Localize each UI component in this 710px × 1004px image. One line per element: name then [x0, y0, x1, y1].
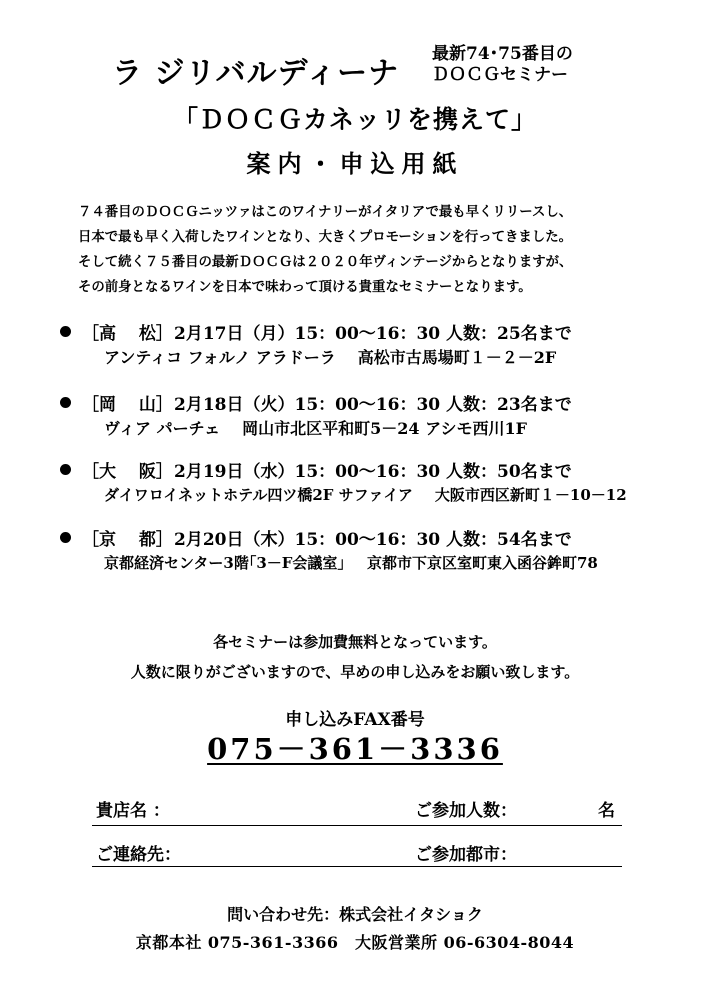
intro-line: そして続く７５番目の最新ＤＯＣＧは２０２０年ヴィンテージからとなりますが、 — [78, 254, 573, 270]
notes-line: 人数に限りがございますので、早めの申し込みをお願い致します。 — [130, 663, 580, 681]
participant-count-label: ご参加人数： — [415, 801, 517, 821]
event-title-side-line2: ＤＯＣＧセミナー — [432, 65, 568, 85]
inquiry-phones: 京都本社 075-361-3366 大阪営業所 06-6304-8044 — [135, 933, 575, 952]
session-schedule: 2月19日（水）15：00～16：30 人数：50名まで — [174, 461, 572, 482]
session-city: ［岡 山］ — [82, 394, 173, 415]
shop-name-label: 貴店名 ： — [96, 801, 170, 821]
event-title-side — [432, 44, 573, 86]
bullet-icon — [60, 532, 71, 543]
participant-count-unit: 名 — [598, 801, 615, 821]
session-venue: ダイワロイネットホテル四ツ橋2F サファイア — [104, 485, 413, 504]
session-city: ［京 都］ — [82, 529, 173, 550]
participant-city-label: ご参加都市： — [415, 845, 517, 865]
notes-line: 各セミナーは参加費無料となっています。 — [213, 633, 497, 651]
event-title-side-line1: 最新74･75番目の — [432, 44, 573, 64]
session-takamatsu — [58, 318, 698, 368]
session-address: 大阪市西区新町１－10－12 — [434, 485, 627, 504]
session-kyoto — [58, 524, 698, 574]
form-title: 案内・申込用紙 — [246, 149, 464, 178]
session-schedule: 2月20日（木）15：00～16：30 人数：54名まで — [174, 529, 572, 550]
session-schedule: 2月18日（火）15：00～16：30 人数：23名まで — [174, 394, 572, 415]
session-osaka — [58, 456, 698, 506]
event-subtitle: 「ＤＯＣＧカネッリを携えて」 — [172, 105, 537, 134]
session-venue: 京都経済センター3階｢3－F会議室｣ — [104, 553, 345, 572]
contact-field-label: ご連絡先： — [96, 845, 181, 865]
bullet-icon — [60, 397, 71, 408]
fax-number-block — [0, 727, 710, 768]
session-city: ［大 阪］ — [82, 461, 173, 482]
event-title: ラ ジリバルディーナ — [112, 56, 400, 91]
session-address: 高松市古馬場町１－２－2F — [357, 347, 557, 367]
form-rule — [92, 866, 622, 867]
session-venue: アンティコ フォルノ アラドーラ — [104, 347, 336, 367]
intro-line: 日本で最も早く入荷したワインとなり、大きくプロモーションを行ってきました。 — [78, 229, 572, 245]
bullet-icon — [60, 326, 71, 337]
intro-line: その前身となるワインを日本で味わって頂ける貴重なセミナーとなります。 — [78, 279, 532, 295]
inquiry-label: 問い合わせ先：株式会社イタショク — [227, 905, 483, 924]
session-okayama — [58, 389, 698, 439]
session-venue: ヴィア パーチェ — [104, 418, 221, 438]
notes — [0, 627, 710, 687]
bullet-icon — [60, 464, 71, 475]
session-city: ［高 松］ — [82, 323, 173, 344]
session-schedule: 2月17日（月）15：00～16：30 人数：25名まで — [174, 323, 572, 344]
fax-number: 075－361－3336 — [207, 732, 503, 766]
session-address: 岡山市北区平和町5－24 アシモ西川1F — [242, 418, 527, 438]
fax-label: 申し込みFAX番号 — [285, 710, 425, 730]
form-rule — [92, 825, 622, 826]
intro-line: ７４番目のＤＯＣＧニッツァはこのワイナリーがイタリアで最も早くリリースし、 — [78, 204, 573, 220]
session-address: 京都市下京区室町東入函谷鉾町78 — [366, 553, 598, 572]
intro-paragraph — [78, 200, 698, 300]
